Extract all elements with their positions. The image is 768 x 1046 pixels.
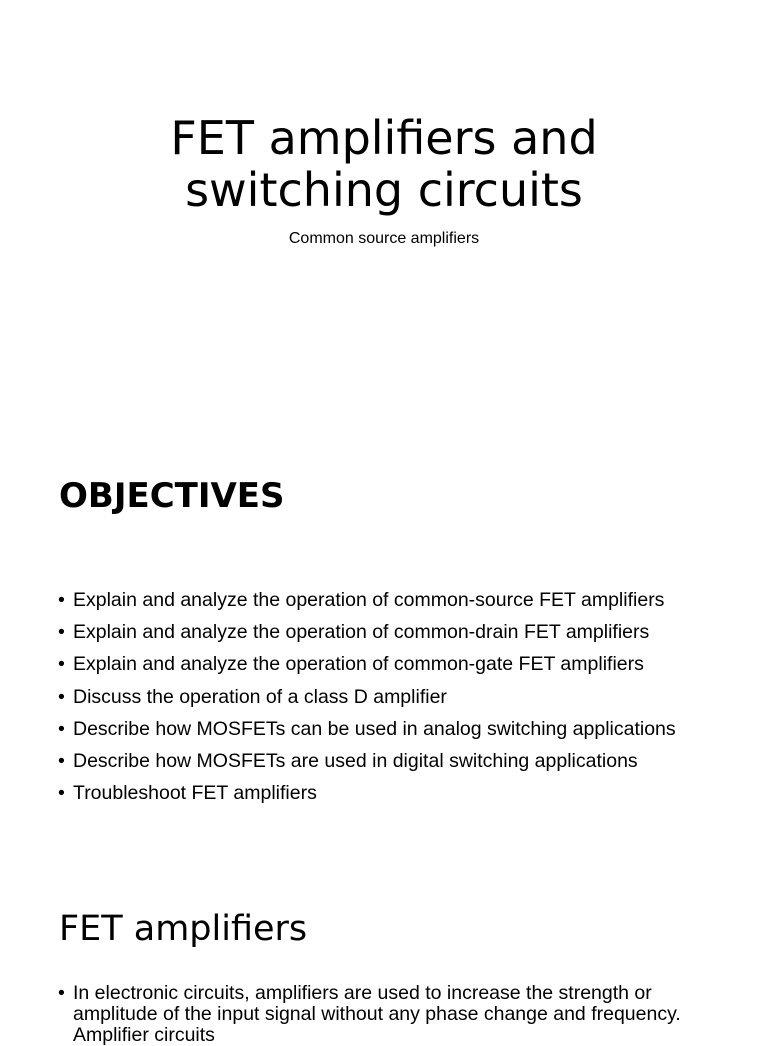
bullet-icon: • — [58, 717, 65, 740]
objective-text: Describe how MOSFETs can be used in analog switching applications — [73, 717, 676, 740]
bullet-icon: • — [58, 653, 65, 676]
objective-item — [58, 713, 676, 745]
objective-text: Explain and analyze the operation of common-drain FET amplifiers — [73, 621, 650, 644]
slide-title-line-2: switching circuits — [185, 163, 583, 217]
slide-subtitle: Common source amplifiers — [288, 230, 480, 247]
objective-item — [58, 681, 676, 713]
fet-amplifiers-text: In electronic circuits, amplifiers are used to increase the strength or amplitude of the input signal without any phase change and frequency. Amplifier circuits — [73, 982, 681, 1046]
objective-item — [58, 745, 676, 777]
bullet-icon: • — [58, 750, 65, 773]
bullet-icon: • — [58, 621, 65, 644]
objective-text: Discuss the operation of a class D amplifier — [73, 685, 447, 708]
objectives-list — [58, 584, 676, 809]
objective-text: Troubleshoot FET amplifiers — [73, 782, 317, 805]
slide-title-line-1: FET amplifiers and — [170, 111, 598, 165]
bullet-icon: • — [58, 685, 65, 708]
objective-text: Explain and analyze the operation of common-source FET amplifiers — [73, 589, 665, 611]
bullet-icon: • — [58, 982, 65, 1004]
fet-amplifiers-list — [58, 983, 718, 1046]
objective-text: Explain and analyze the operation of common-gate FET amplifiers — [73, 653, 644, 676]
bullet-icon: • — [58, 782, 65, 805]
fet-amplifiers-heading: FET amplifiers — [59, 909, 308, 949]
objective-item — [58, 648, 676, 680]
bullet-icon: • — [58, 589, 65, 611]
objectives-heading: OBJECTIVES — [59, 476, 285, 516]
objective-item — [58, 616, 676, 648]
objective-item — [58, 584, 676, 616]
slide-title — [0, 112, 768, 216]
objective-text: Describe how MOSFETs are used in digital switching applications — [73, 750, 638, 773]
fet-amplifiers-item — [58, 983, 718, 1046]
objective-item — [58, 777, 676, 809]
